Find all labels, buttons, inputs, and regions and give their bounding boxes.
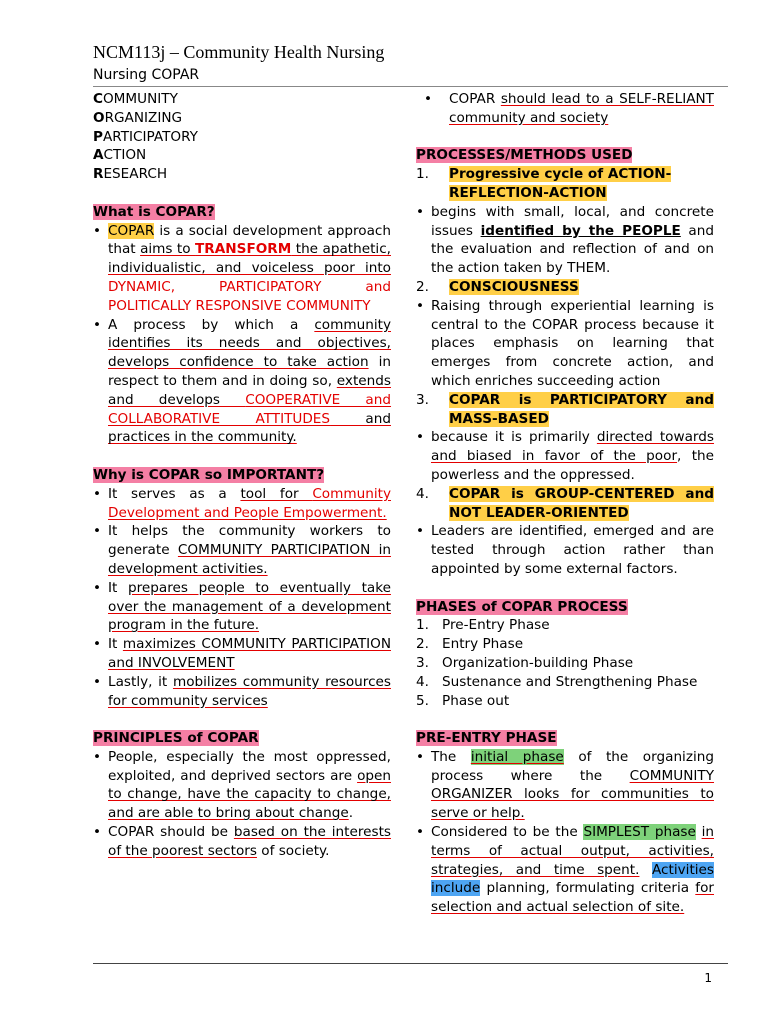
list-item: • It serves as a tool for Community Development and People Empowerment. (93, 485, 391, 523)
list-item: • because it is primarily directed towards and biased in favor of the poor, the powerless and the oppressed. (416, 428, 714, 484)
section-heading-phases: PHASES of COPAR PROCESS (416, 598, 628, 615)
section-heading-processes: PROCESSES/METHODS USED (416, 147, 633, 164)
numbered-item: 2. CONSCIOUSNESS (416, 278, 579, 295)
list-item: • People, especially the most oppressed, exploited, and deprived sectors are open to change, have the capacity to change, and are able to bring about change. (93, 748, 391, 823)
list-item: • A process by which a community identifies its needs and objectives, develops confidence to take action in respect to them and in doing so, extends and develops COOPERATIVE and COLLABORATIVE ATTITUDES and practices in the community. (93, 316, 391, 448)
acronym-block (93, 90, 391, 184)
document-title: NCM113j – Community Health Nursing (93, 42, 385, 62)
list-item: • Lastly, it mobilizes community resources for community services (93, 673, 391, 711)
section-heading-preentry: PRE-ENTRY PHASE (416, 730, 557, 747)
acronym-line: RESEARCH (93, 166, 168, 183)
list-item: • COPAR is a social development approach that aims to TRANSFORM the apathetic, individualistic, and voiceless poor into DYNAMIC, PARTICIPATORY and POLITICALLY RESPONSIVE COMMUNITY (93, 222, 391, 316)
numbered-item: 3. COPAR is PARTICIPATORY and MASS-BASED (416, 391, 714, 427)
list-item: • It helps the community workers to generate COMMUNITY PARTICIPATION in development activities. (93, 522, 391, 578)
acronym-line: PARTICIPATORY (93, 128, 198, 145)
left-column (93, 90, 391, 861)
section-heading-what: What is COPAR? (93, 203, 215, 220)
list-item: • COPAR should be based on the interests of the poorest sectors of society. (93, 823, 391, 861)
acronym-line: ORGANIZING (93, 109, 183, 126)
list-item: • It prepares people to eventually take over the management of a development program in the future. (93, 579, 391, 635)
phase-item: 4. Sustenance and Strengthening Phase (416, 673, 698, 690)
right-column (416, 90, 714, 917)
phase-item: 2. Entry Phase (416, 636, 524, 653)
list-item: • Leaders are identified, emerged and are tested through action rather than appointed by some external factors. (416, 522, 714, 578)
acronym-line: ACTION (93, 147, 147, 164)
list-item: • Raising through experiential learning is central to the COPAR process because it places emphasis on learning that emerges from concrete action, and which enriches succeeding action (416, 297, 714, 391)
list-item: • It maximizes COMMUNITY PARTICIPATION and INVOLVEMENT (93, 635, 391, 673)
phase-item: 1. Pre-Entry Phase (416, 617, 550, 634)
numbered-item: 1. Progressive cycle of ACTION-REFLECTION-ACTION (416, 166, 672, 201)
document-subtitle: Nursing COPAR (93, 67, 200, 83)
phase-item: 5. Phase out (416, 692, 510, 709)
footer-divider (93, 963, 728, 964)
numbered-item: 4. COPAR is GROUP-CENTERED and NOT LEADER-ORIENTED (416, 485, 714, 521)
header-divider (93, 86, 728, 87)
section-heading-why: Why is COPAR so IMPORTANT? (93, 466, 325, 483)
section-heading-principles: PRINCIPLES of COPAR (93, 730, 259, 747)
page-number: 1 (704, 971, 712, 985)
list-item: • begins with small, local, and concrete issues identified by the PEOPLE and the evaluation and reflection of and on the action taken by THEM. (416, 203, 714, 278)
list-item: • The initial phase of the organizing process where the COMMUNITY ORGANIZER looks for communities to serve or help. (416, 748, 714, 823)
list-item: • Considered to be the SIMPLEST phase in terms of actual output, activities, strategies, and time spent. Activities include planning, formulating criteria for selection and actual selection of site. (416, 823, 714, 917)
acronym-line: COMMUNITY (93, 91, 178, 107)
list-item: • COPAR should lead to a SELF-RELIANT community and society (416, 90, 714, 128)
phase-item: 3. Organization-building Phase (416, 654, 634, 671)
